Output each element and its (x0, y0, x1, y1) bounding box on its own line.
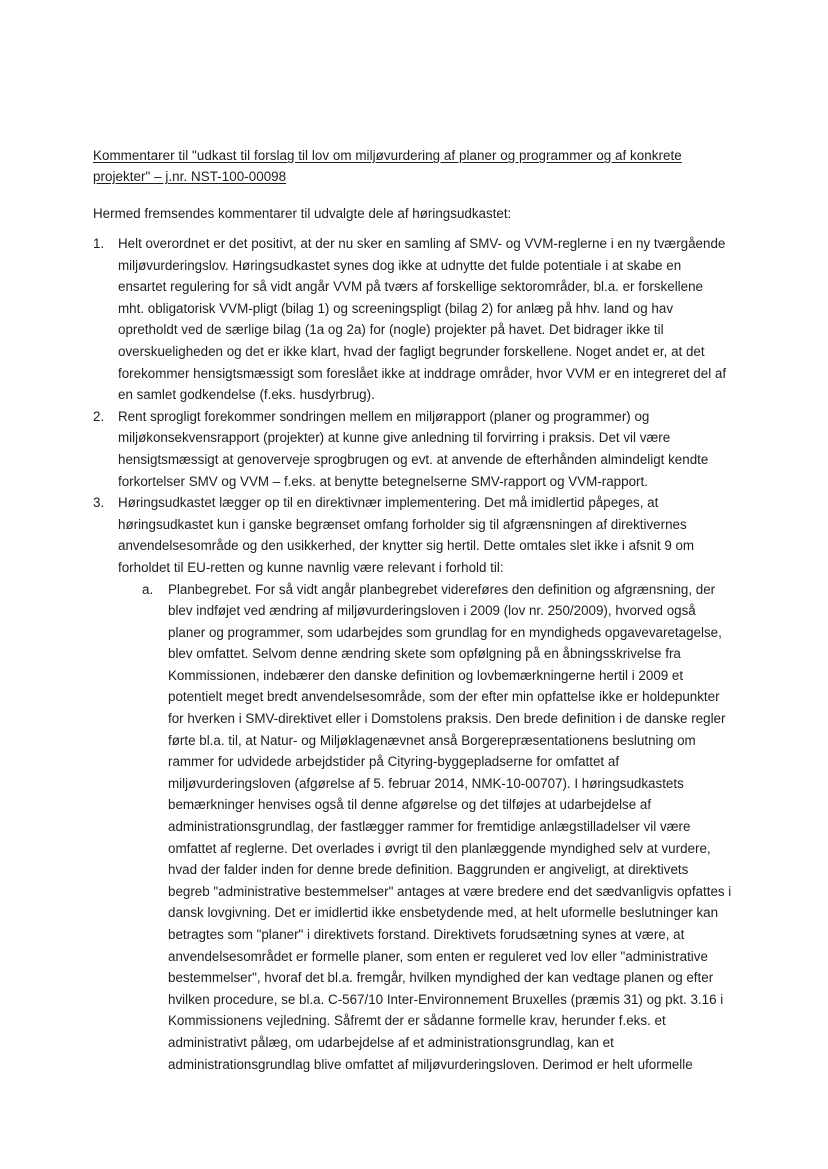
text-line: anvendelsesområdet er formelle planer, som enten er reguleret ved lov eller "administrative (168, 948, 708, 964)
text-line: miljøkonsekvensrapport (projekter) at kunne give anledning til forvirring i praksis. Det vil være (118, 430, 671, 446)
text-line: mht. obligatorisk VVM-pligt (bilag 1) og screeningspligt (bilag 2) for anlæg på hhv. land og hav (118, 300, 674, 316)
list-item-number: 1. (93, 236, 105, 251)
text-line: førte bl.a. til, at Natur- og Miljøklagenævnet anså Borgerepræsentationens beslutning om (168, 732, 696, 748)
text-line: Kommissionen, indebærer den danske definition og lovbemærkningerne hertil i 2009 et (168, 667, 684, 683)
text-line: forholdet til EU-retten og kunne navnlig være relevant i forhold til: (118, 559, 504, 575)
text-line: administrationsgrundlag blive omfattet af miljøvurderingsloven. Derimod er helt uformelle (168, 1056, 693, 1072)
document-title-line-2: projekter" – j.nr. NST-100-00098 (93, 169, 287, 184)
text-line: for hverken i SMV-direktivet eller i Domstolens praksis. Den brede definition i de danske regler (168, 711, 726, 727)
text-line: Høringsudkastet lægger op til en direktivnær implementering. Det må imidlertid påpeges, at (118, 495, 659, 511)
text-line: blev omfattet. Selvom denne ændring skete som opfølgning på en åbningsskrivelse fra (168, 646, 681, 662)
text-line: Helt overordnet er det positivt, at der nu sker en samling af SMV- og VVM-reglerne i en ny tværgående (118, 236, 726, 251)
text-line: administrativt pålæg, om udarbejdelse af et administrationsgrundlag, kan et (168, 1034, 614, 1050)
text-line: bemærkninger henvises også til denne afgørelse og det tilføjes at udarbejdelse af (168, 797, 652, 813)
text-line: omfattet af reglerne. Det overlades i øvrigt til den planlæggende myndighed selv at vurdere, (168, 840, 711, 856)
sub-list-item-letter: a. (142, 581, 154, 597)
text-line: Planbegrebet. For så vidt angår planbegrebet videreføres den definition og afgrænsning, der (168, 581, 716, 597)
text-line: miljøvurderingsloven (afgørelse af 5. februar 2014, NMK-10-00707). I høringsudkastets (168, 775, 684, 791)
text-line: anvendelsesområde og den usikkerhed, der knytter sig hertil. Dette omtales slet ikke i afsnit 9 om (118, 538, 695, 554)
text-line: betragtes som "planer" i direktivets forstand. Direktivets forudsætning synes at være, at (168, 927, 685, 942)
document-title (93, 145, 733, 187)
text-line: planer og programmer, som udarbejdes som grundlag for en myndigheds opgavevaretagelse, (168, 624, 722, 640)
text-line: ensartet regulering for så vidt angår VVM på tværs af forskellige sektorområder, bl.a. er forskellene (118, 279, 703, 295)
list-item-2 (93, 406, 738, 492)
text-line: hvad der falder inden for denne brede definition. Baggrunden er angiveligt, at direktivets (168, 862, 689, 878)
document-title-line-1: Kommentarer til "udkast til forslag til lov om miljøvurdering af planer og programmer og af konkrete (93, 148, 682, 163)
list-item-number: 3. (93, 495, 105, 511)
text-line: opretholdt ved de særlige bilag (1a og 2a) for (nogle) projekter på havet. Det bidrager ikke til (118, 322, 664, 338)
text-line: høringsudkastet kun i ganske begrænset omfang forholder sig til afgrænsningen af direktivernes (118, 516, 687, 532)
text-line: begreb "administrative bestemmelser" antages at være bredere end det sædvanligvis opfattes i (168, 883, 732, 899)
text-line: Rent sprogligt forekommer sondringen mellem en miljørapport (planer og programmer) og (118, 408, 650, 424)
text-line: overskueligheden og det er ikke klart, hvad der fagligt begrunder forskellene. Noget andet er, at det (118, 343, 705, 359)
text-line: bestemmelser", hvoraf det bl.a. fremgår, hvilken myndighed der kan vedtage planen og efter (168, 970, 714, 986)
intro-paragraph: Hermed fremsendes kommentarer til udvalgte dele af høringsudkastet: (93, 206, 512, 221)
text-line: Kommissionens vejledning. Såfremt der er sådanne formelle krav, herunder f.eks. et (168, 1013, 666, 1029)
numbered-list (93, 233, 738, 1075)
list-item-3 (93, 492, 738, 1075)
text-line: en samlet godkendelse (f.eks. husdyrbrug). (118, 387, 375, 403)
text-line: forekommer hensigtsmæssigt som foreslået ikke at inddrage områder, hvor VVM er en integreret del af (118, 365, 727, 381)
text-line: forkortelser SMV og VVM – f.eks. at benytte betegnelserne SMV-rapport og VVM-rapport. (118, 473, 648, 489)
list-item-number: 2. (93, 408, 105, 424)
text-line: rammer for udvidede arbejdstider på Cityring-byggepladserne for omfattet af (168, 754, 620, 770)
text-line: miljøvurderingslov. Høringsudkastet synes dog ikke at udnytte det fulde potentiale i at skabe en (118, 257, 682, 273)
text-line: hensigtsmæssigt at genoverveje sprogbrugen og evt. at anvende de efterhånden almindeligt kendte (118, 451, 709, 467)
text-line: dansk lovgivning. Det er imidlertid ikke ensbetydende med, at helt uformelle beslutninger kan (168, 905, 719, 921)
text-line: administrationsgrundlag, der fastlægger rammer for fremtidige anlægstilladelser vil være (168, 819, 691, 835)
sub-list-item-a (142, 579, 738, 1076)
text-line: blev indføjet ved ændring af miljøvurderingsloven i 2009 (lov nr. 250/2009), hvorved også (168, 603, 696, 619)
text-line: potentielt meget bredt anvendelsesområde, som der efter min opfattelse ikke er holdepunkter (168, 689, 720, 705)
text-line: hvilken procedure, se bl.a. C-567/10 Inter-Environnement Bruxelles (præmis 31) og pkt. 3.16 i (168, 991, 724, 1007)
list-item-1 (93, 233, 738, 406)
